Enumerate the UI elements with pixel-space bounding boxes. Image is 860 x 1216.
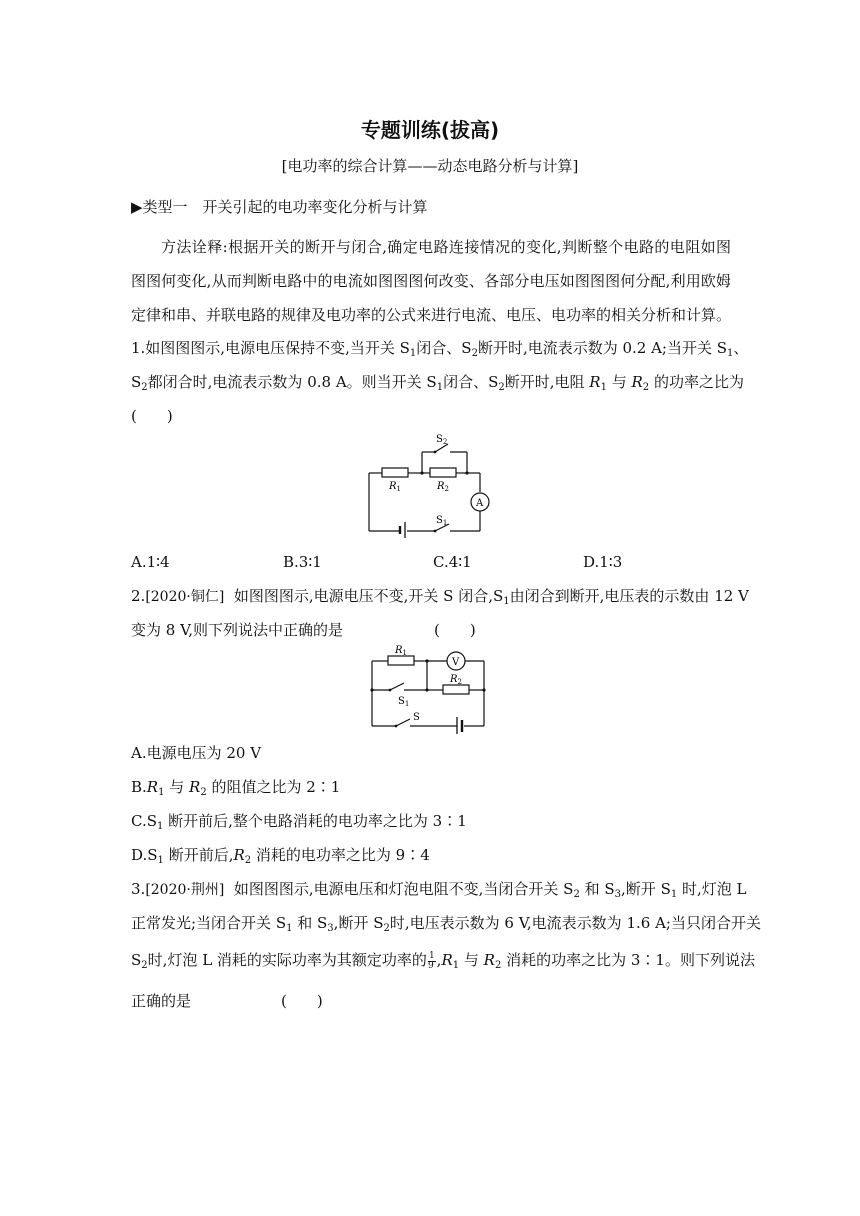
- q2-option-b[interactable]: $B.R_1$ 与 $R_2$ 的阻值之比为 2∶1: [131, 778, 341, 798]
- section-heading: [131, 197, 731, 217]
- q2-s-label: S: [413, 712, 420, 723]
- q2-option-c[interactable]: $C.S_1$ 断开前后,整个电路消耗的电功率之比为 3∶1: [131, 812, 467, 832]
- q1-option-a[interactable]: A.1∶4: [131, 553, 170, 571]
- q1-line-1: 1.如图图图示,电源电压保持不变,当开关 $S_1$闭合、$S_2$断开时,电流表示数为 0.2 A;当开关 $S_1$、: [131, 339, 749, 359]
- r1-label: $R_1$: [389, 481, 401, 493]
- q2-option-a[interactable]: A.电源电压为 20 V: [131, 744, 262, 762]
- q3-line-1: 3.[2020·荆州] 如图图图示,电源电压和灯泡电阻不变,当闭合开关 $S_2$ 和 $S_3$,断开 $S_1$ 时,灯泡 L: [131, 880, 747, 900]
- section-heading-text: 类型一 开关引起的电功率变化分析与计算: [142, 198, 428, 216]
- q1-circuit-diagram: [362, 430, 502, 540]
- q1-option-d[interactable]: D.1∶3: [583, 553, 623, 571]
- method-line-3: 定律和串、并联电路的规律及电功率的公式来进行电流、电压、电功率的相关分析和计算。: [131, 306, 732, 324]
- ammeter-icon: A: [476, 498, 484, 509]
- fraction-one-ninth: $\frac{1}{9}$: [427, 950, 435, 971]
- q2-line-2: 变为 8 V,则下列说法中正确的是 ( ): [131, 621, 476, 639]
- q1-option-b[interactable]: B.3∶1: [283, 553, 322, 571]
- r2-label: $R_2$: [437, 481, 449, 493]
- q2-circuit-diagram: [366, 642, 494, 734]
- q3-line-3: $S_2$时,灯泡 L 消耗的实际功率为其额定功率的 $\frac{1}{9}$ $,R_1$ 与 $R_2$ 消耗的功率之比为 3∶1。则下列说法: [131, 950, 755, 971]
- q3-line-4: 正确的是 ( ): [131, 992, 323, 1010]
- triangle-marker-icon: ▶: [131, 198, 143, 216]
- q3-line-2: 正常发光;当闭合开关 $S_1$ 和 $S_3$,断开 $S_2$时,电压表示数为 6 V,电流表示数为 1.6 A;当只闭合开关: [131, 914, 761, 934]
- q2-s1-label: $S_1$: [398, 696, 410, 708]
- q2-r1-label: $R_1$: [395, 645, 407, 657]
- q1-paren: ( ): [131, 407, 173, 425]
- s2-label: $S_2$: [436, 434, 448, 446]
- q1-line-2: $S_2$都闭合时,电流表示数为 0.8 A。则当开关 $S_1$闭合、$S_2$断开时,电阻 $R_1$ 与 $R_2$ 的功率之比为: [131, 373, 744, 393]
- voltmeter-icon: V: [452, 657, 460, 668]
- s1-label: $S_1$: [436, 515, 448, 527]
- method-line-2: 图图何变化,从而判断电路中的电流如图图图何改变、各部分电压如图图图何分配,利用欧姆: [131, 272, 731, 290]
- q2-r2-label: $R_2$: [450, 674, 462, 686]
- method-line-1: 方法诠释:根据开关的断开与闭合,确定电路连接情况的变化,判断整个电路的电阻如图: [161, 238, 731, 256]
- q1-option-c[interactable]: C.4∶1: [433, 553, 472, 571]
- q2-option-d[interactable]: $D.S_1$ 断开前后$,R_2$ 消耗的电功率之比为 9∶4: [131, 846, 430, 866]
- page-subtitle: [电功率的综合计算——动态电路分析与计算]: [281, 157, 579, 175]
- page-title: 专题训练(拔高): [360, 118, 500, 142]
- q2-line-1: 2.[2020·铜仁] 如图图图示,电源电压不变,开关 S 闭合$,S_1$由闭合到断开,电压表的示数由 12 V: [131, 587, 749, 607]
